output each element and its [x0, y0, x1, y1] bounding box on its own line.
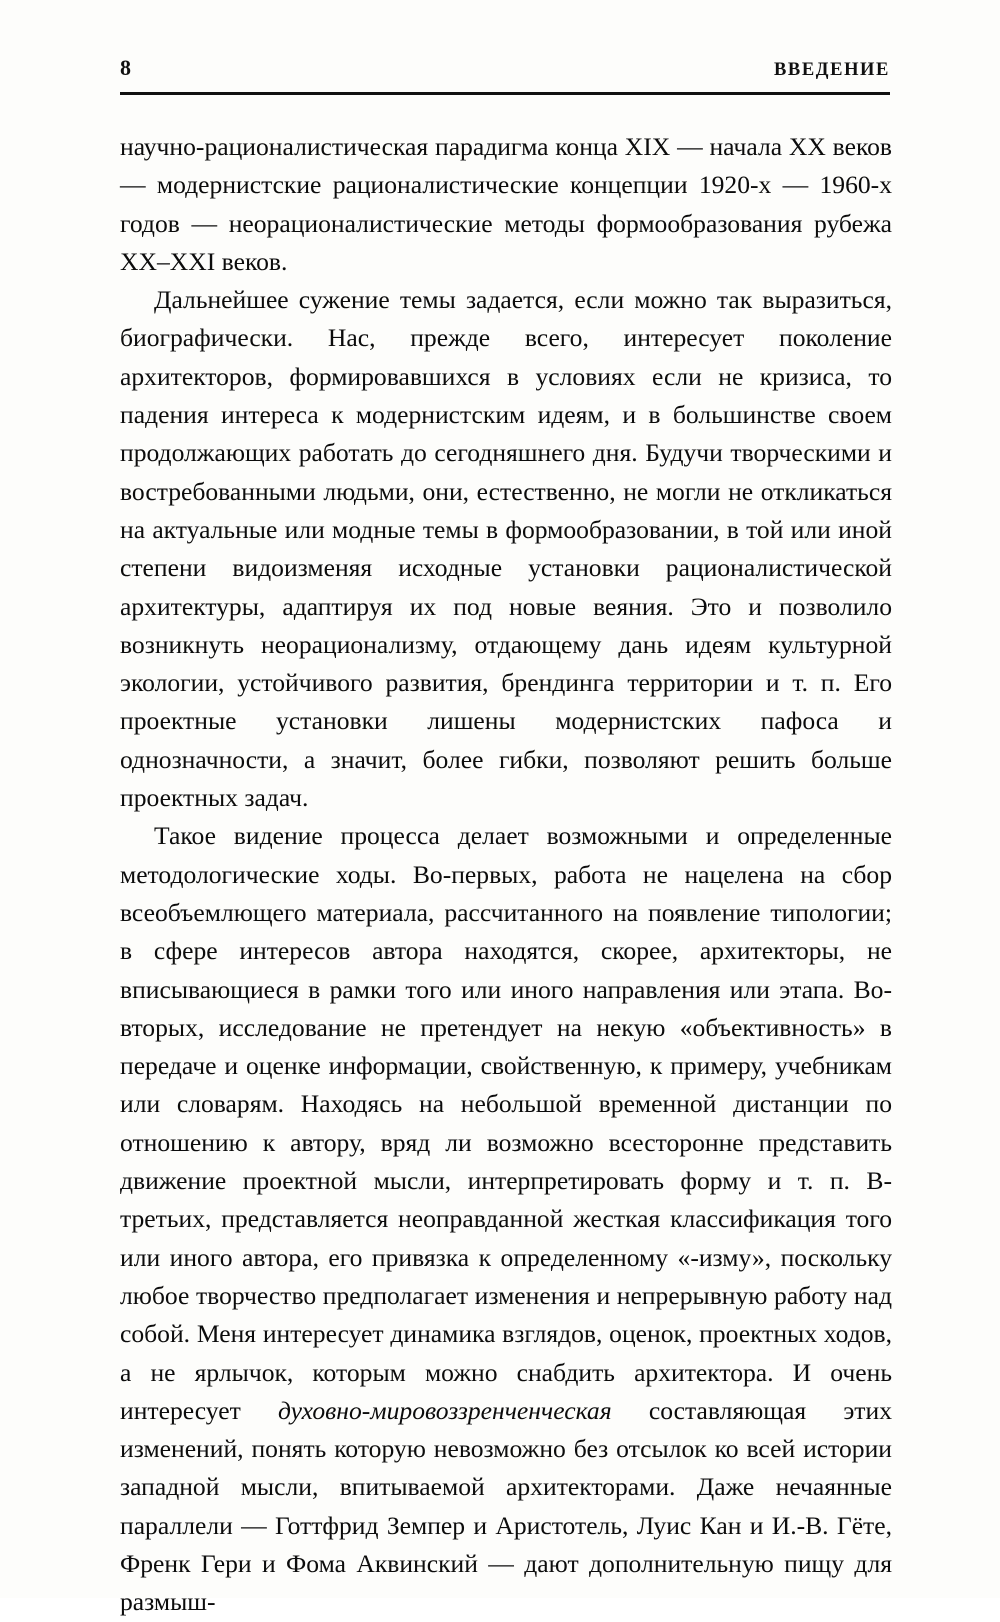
paragraph-1: научно-рационалистическая парадигма конца XIX — начала XX веков — модернистские рационалистические концепции 1920-х — 1960-х годов — неорационалистические методы формообразования рубежа XX–XXI веков.	[120, 132, 892, 276]
page-header	[120, 55, 890, 81]
paragraph-3	[120, 817, 892, 1621]
paragraph-3-part-1: Такое видение процесса делает возможными и определенные методологические ходы. Во-первых, работа не нацелена на сбор всеобъемлющего материала, рассчитанного на появление типологии; в сфере интересов автора находятся, скорее, архитекторы, не вписывающиеся в рамки того или иного направления или этапа. Во-вторых, исследование не претендует на некую «объективность» в передаче и оценке информации, свойственную, к примеру, учебникам или словарям. Находясь на небольшой временной дистанции по отношению к автору, вряд ли возможно всесторонне представить движение проектной мысли, интерпретировать форму и т. п. В-третьих, представляется неоправданной жесткая классификация того или иного автора, его привязка к определенному «-изму», поскольку любое творчество предполагает изменения и непрерывную работу над собой. Меня интересует динамика взглядов, оценок, проектных ходов, а не ярлычок, которым можно снабдить архитектора. И очень интересует	[120, 821, 892, 1425]
running-head: ВВЕДЕНИЕ	[773, 60, 890, 80]
page-number: 8	[120, 55, 131, 80]
paragraph-2: Дальнейшее сужение темы задается, если можно так выразиться, биографически. Нас, прежде всего, интересует поколение архитекторов, формировавшихся в условиях если не кризиса, то падения интереса к модернистским идеям, и в большинстве своем продолжающих работать до сегодняшнего дня. Будучи творческими и востребованными людьми, они, естественно, не могли не откликаться на актуальные или модные темы в формообразовании, в той или иной степени видоизменяя исходные установки рационалистической архитектуры, адаптируя их под новые веяния. Это и позволило возникнуть неорационализму, отдающему дань идеям культурной экологии, устойчивого развития, брендинга территории и т. п. Его проектные установки лишены модернистских пафоса и однозначности, а значит, более гибки, позволяют решить больше проектных задач.	[120, 285, 892, 813]
paragraph-3-part-2: составляющая этих изменений, понять которую невозможно без отсылок ко всей истории западной мысли, впитываемой архитекторами. Даже нечаянные параллели — Готтфрид Земпер и Аристотель, Луис Кан и И.-В. Гёте, Френк Гери и Фома Аквинский — дают дополнительную пищу для размыш-	[120, 1395, 892, 1617]
page-body	[120, 128, 892, 1622]
emphasis-term: духовно-мировоззренченческая	[278, 1395, 612, 1425]
header-divider	[120, 92, 890, 95]
